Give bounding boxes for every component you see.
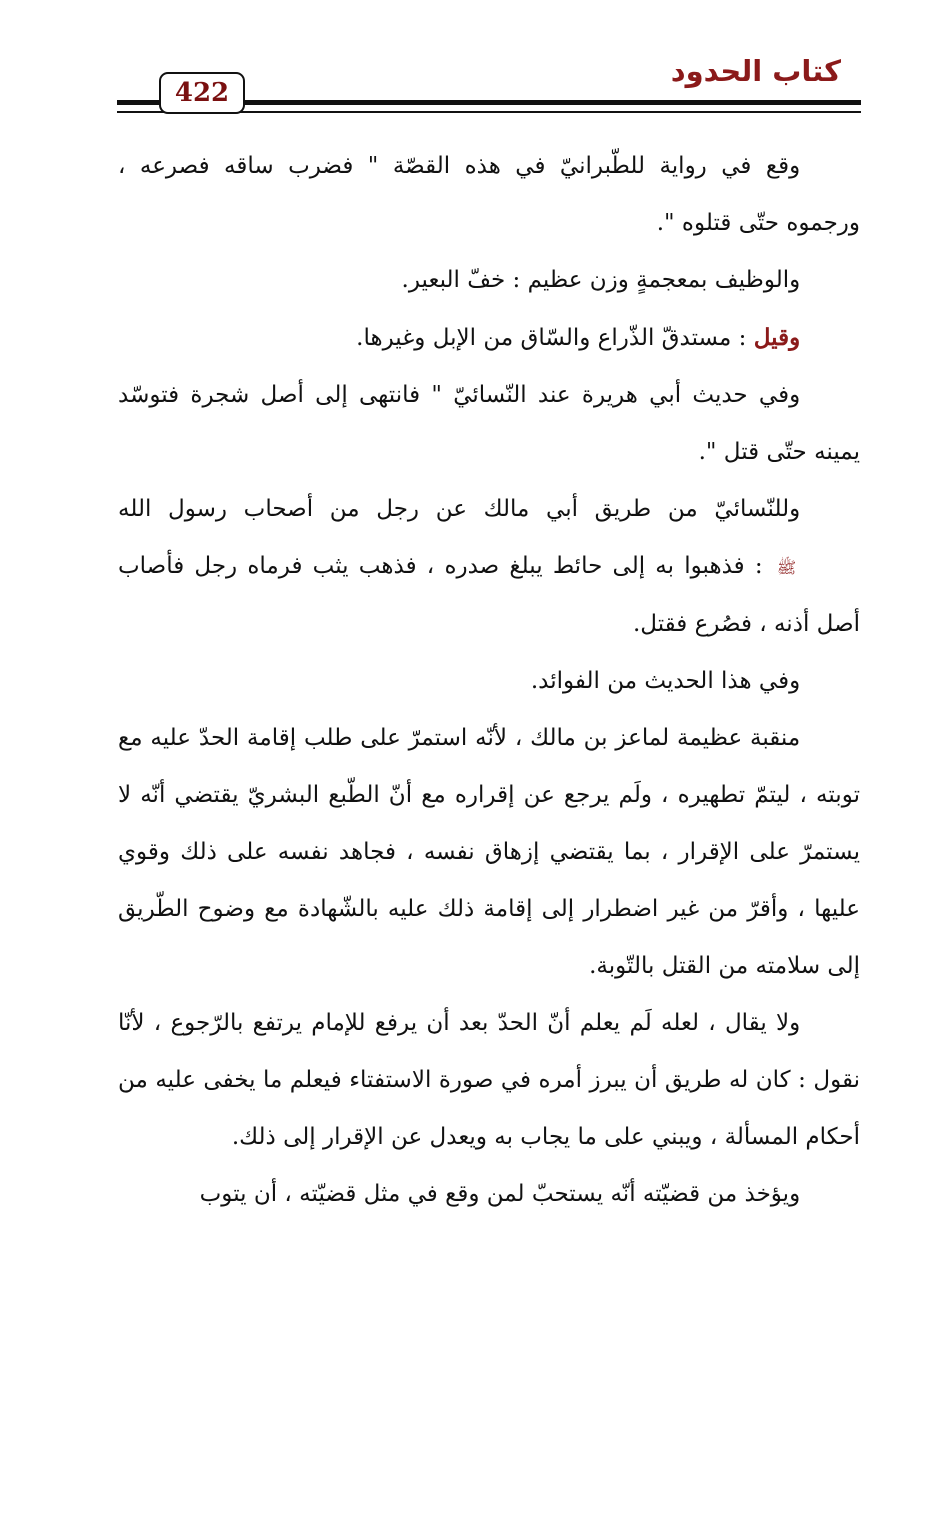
term-qila: وقيل (753, 324, 801, 351)
paragraph-4: وفي حديث أبي هريرة عند النّسائيّ " فانتهى إلى أصل شجرة فتوسّد يمينه حتّى قتل ". (118, 382, 860, 465)
salawat-honorific-glyph: ﷺ (776, 557, 797, 577)
paragraph-7: منقبة عظيمة لماعز بن مالك ، لأنّه استمرّ على طلب إقامة الحدّ عليه مع توبته ، ليتمّ تطهيره ، ولَم يرجع عن إقراره مع أنّ الطّبع البشريّ يقتضي أنّه لا يستمرّ على الإقرار ، بما يقتضي إزهاق نفسه ، فجاهد نفسه على ذلك وقوي عليها ، وأقرّ من غير اضطرار إلى إقامة ذلك عليه بالشّهادة مع وضوح الطّريق إلى سلامته من القتل بالتّوبة. (118, 724, 860, 979)
paragraph-9: ويؤخذ من قضيّته أنّه يستحبّ لمن وقع في مثل قضيّته ، أن يتوب (199, 1180, 801, 1207)
paragraph-5-part-b: : فذهبوا به إلى حائط يبلغ صدره ، فذهب يثب فرماه رجل فأصاب أصل أذنه ، فصُرع فقتل. (118, 553, 860, 637)
paragraph-3-text: : مستدقّ الذّراع والسّاق من الإبل وغيرها. (356, 325, 754, 351)
paragraph-3 (118, 309, 860, 367)
paragraph-6: وفي هذا الحديث من الفوائد. (530, 667, 801, 694)
page-header (0, 0, 945, 130)
paragraph-2: والوظيف بمعجمةٍ وزن عظيم : خفّ البعير. (401, 267, 801, 293)
page-body (118, 138, 860, 1223)
paragraph-8: ولا يقال ، لعله لَم يعلم أنّ الحدّ بعد أن يرفع للإمام يرتفع بالرّجوع ، لأنّا نقول : كان له طريق أن يبرز أمره في صورة الاستفتاء فيعلم ما يخفى عليه من أحكام المسألة ، ويبني على ما يجاب به ويعدل عن الإقرار إلى ذلك. (118, 1009, 860, 1150)
chapter-title: كتاب الحدود (670, 54, 841, 88)
paragraph-5-part-a: وللنّسائيّ من طريق أبي مالك عن رجل من أصحاب رسول الله (118, 496, 801, 522)
paragraph-1: وقع في رواية للطّبرانيّ في هذه القصّة " فضرب ساقه فصرعه ، ورجموه حتّى قتلوه ". (118, 153, 860, 236)
paragraph-5 (118, 481, 860, 653)
page-number: 422 (159, 72, 245, 114)
